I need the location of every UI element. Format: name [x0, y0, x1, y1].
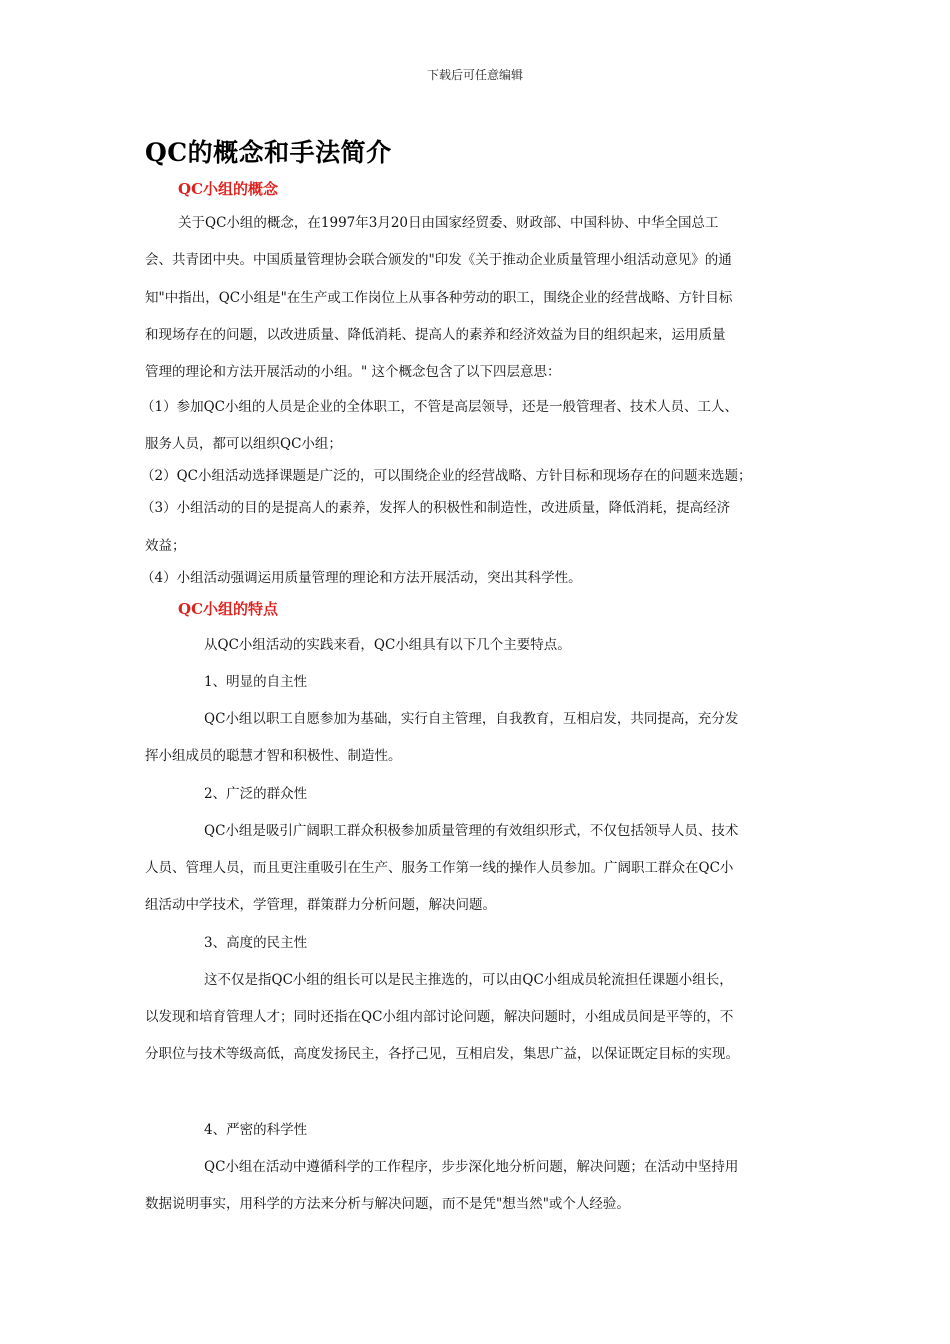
list-item-continuation: 服务人员，都可以组织QC小组；	[145, 436, 342, 452]
feature-heading: 1、明显的自主性	[204, 674, 308, 690]
paragraph-line: 人员、管理人员，而且更注重吸引在生产、服务工作第一线的操作人员参加。广阔职工群众在QC小	[145, 860, 734, 876]
paragraph-line: 分职位与技术等级高低，高度发扬民主，各抒己见，互相启发，集思广益，以保证既定目标的实现。	[145, 1046, 739, 1062]
paragraph-line: 和现场存在的问题，以改进质量、降低消耗、提高人的素养和经济效益为目的组织起来，运用质量	[145, 327, 726, 343]
section-heading-concept: QC小组的概念	[178, 180, 279, 198]
page-title: QC的概念和手法简介	[145, 138, 392, 167]
paragraph-line: 从QC小组活动的实践来看，QC小组具有以下几个主要特点。	[204, 637, 571, 653]
paragraph-line: 管理的理论和方法开展活动的小组。" 这个概念包含了以下四层意思：	[145, 364, 561, 380]
list-item: （4）小组活动强调运用质量管理的理论和方法开展活动，突出其科学性。	[141, 570, 582, 586]
feature-heading: 2、广泛的群众性	[204, 786, 308, 802]
header-note: 下载后可任意编辑	[426, 68, 523, 82]
paragraph-line: 挥小组成员的聪慧才智和积极性、制造性。	[145, 748, 402, 764]
list-item-continuation: 效益；	[145, 538, 186, 554]
section-heading-features: QC小组的特点	[178, 600, 279, 618]
paragraph-line: 以发现和培育管理人才；同时还指在QC小组内部讨论问题，解决问题时，小组成员间是平等的，不	[145, 1009, 734, 1025]
list-item: （2）QC小组活动选择课题是广泛的，可以围绕企业的经营战略、方针目标和现场存在的问题来选题；	[141, 468, 752, 484]
list-item: （1）参加QC小组的人员是企业的全体职工，不管是高层领导，还是一般管理者、技术人员、工人、	[141, 399, 738, 415]
paragraph-line: QC小组是吸引广阔职工群众积极参加质量管理的有效组织形式，不仅包括领导人员、技术	[204, 823, 739, 839]
paragraph-line: 会、共青团中央。中国质量管理协会联合颁发的"印发《关于推动企业质量管理小组活动意见》的通	[145, 252, 732, 268]
feature-heading: 4、严密的科学性	[204, 1122, 308, 1138]
paragraph-line: 这不仅是指QC小组的组长可以是民主推选的，可以由QC小组成员轮流担任课题小组长，	[204, 972, 733, 988]
paragraph-line: 知"中指出，QC小组是"在生产或工作岗位上从事各种劳动的职工，围绕企业的经营战略、方针目标	[145, 290, 733, 306]
paragraph-line: 关于QC小组的概念，在1997年3月20日由国家经贸委、财政部、中国科协、中华全国总工	[178, 215, 719, 231]
paragraph-line: QC小组以职工自愿参加为基础，实行自主管理，自我教育，互相启发，共同提高，充分发	[204, 711, 739, 727]
paragraph-line: 数据说明事实，用科学的方法来分析与解决问题，而不是凭"想当然"或个人经验。	[145, 1196, 630, 1212]
list-item: （3）小组活动的目的是提高人的素养，发挥人的积极性和制造性，改进质量，降低消耗，提高经济	[141, 500, 731, 516]
paragraph-line: 组活动中学技术，学管理，群策群力分析问题，解决问题。	[145, 897, 496, 913]
feature-heading: 3、高度的民主性	[204, 935, 308, 951]
paragraph-line: QC小组在活动中遵循科学的工作程序，步步深化地分析问题，解决问题；在活动中坚持用	[204, 1159, 739, 1175]
